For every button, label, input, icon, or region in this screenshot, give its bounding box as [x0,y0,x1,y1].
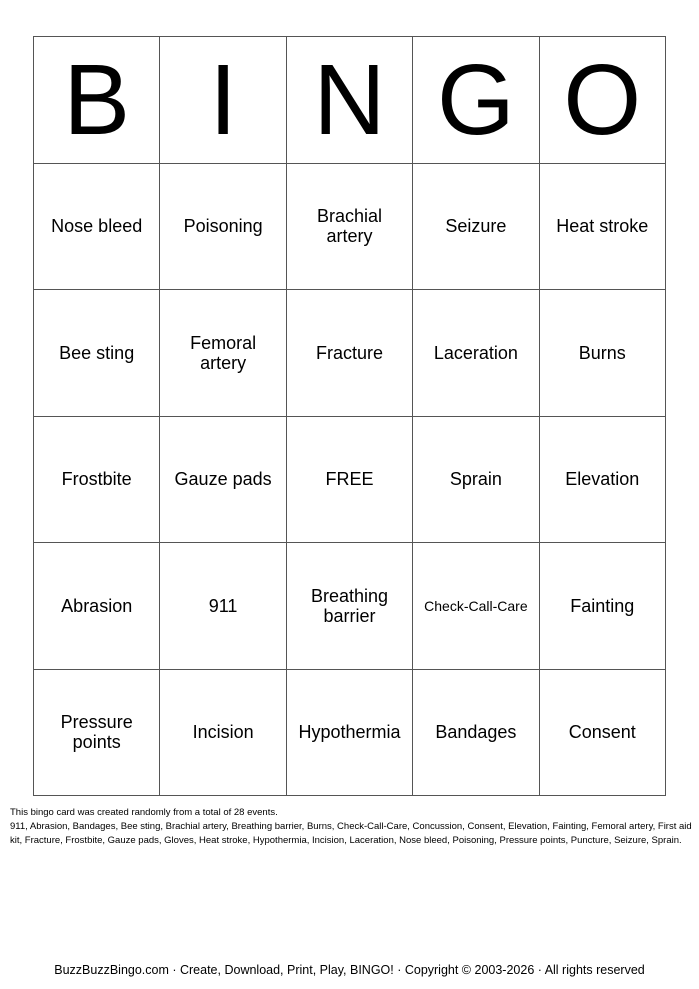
bingo-cell: Check-Call-Care [413,543,539,670]
header-letter-o: O [540,37,666,164]
header-letter-n: N [287,37,413,164]
header-letter-g: G [413,37,539,164]
header-letter-i: I [160,37,286,164]
bingo-cell: Breathing barrier [287,543,413,670]
info-events-list: 911, Abrasion, Bandages, Bee sting, Brachial artery, Breathing barrier, Burns, Check-Call-Care, Concussion, Consent, Elevation, Fainting, Femoral artery, First aid kit, Fracture, Frostbite, Gauze pads, Gloves, Heat stroke, Hypothermia, Incision, Laceration, Nose bleed, Poisoning, Pressure points, Puncture, Seizure, Sprain. [10,821,692,846]
card-info [10,806,692,848]
header-letter-b: B [34,37,160,164]
bingo-card [33,36,666,796]
bingo-cell: Nose bleed [34,164,160,291]
bingo-cell: Bee sting [34,290,160,417]
bingo-cell: Fainting [540,543,666,670]
bingo-cell: Brachial artery [287,164,413,291]
bingo-cell: Elevation [540,417,666,544]
bingo-cell: Pressure points [34,670,160,797]
free-cell: FREE [287,417,413,544]
footer-copyright: BuzzBuzzBingo.com · Create, Download, Print, Play, BINGO! · Copyright © 2003-2026 · All rights reserved [54,963,645,977]
info-summary: This bingo card was created randomly from a total of 28 events. [10,807,278,818]
bingo-cell: Laceration [413,290,539,417]
bingo-cell: Abrasion [34,543,160,670]
bingo-cell: 911 [160,543,286,670]
bingo-cell: Heat stroke [540,164,666,291]
bingo-cell: Femoral artery [160,290,286,417]
bingo-cell: Bandages [413,670,539,797]
bingo-cell: Consent [540,670,666,797]
bingo-cell: Frostbite [34,417,160,544]
bingo-cell: Poisoning [160,164,286,291]
bingo-cell: Hypothermia [287,670,413,797]
bingo-cell: Seizure [413,164,539,291]
bingo-cell: Burns [540,290,666,417]
bingo-cell: Incision [160,670,286,797]
bingo-cell: Fracture [287,290,413,417]
bingo-cell: Sprain [413,417,539,544]
bingo-cell: Gauze pads [160,417,286,544]
